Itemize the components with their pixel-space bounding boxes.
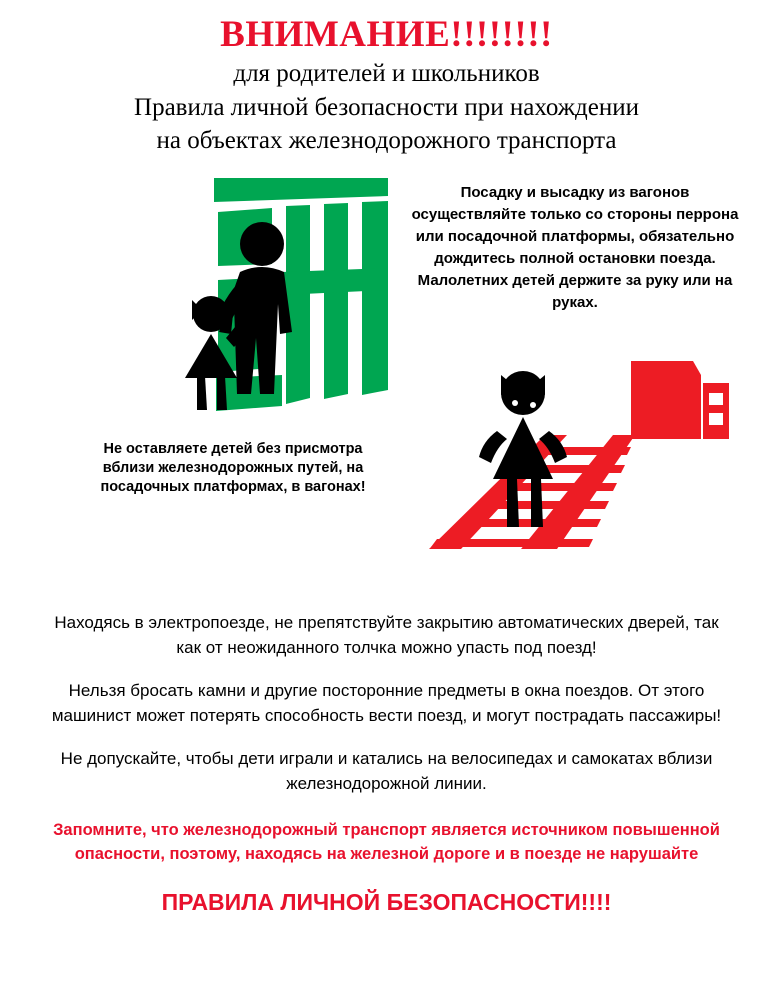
child-crying-at-railway-crossing-icon	[417, 343, 737, 558]
boarding-notice-text: Посадку и высадку из вагонов осуществляйте только со стороны перрона или посадочной платформы, обязательно дождитесь полной остановки поезда. Малолетних детей держите за руку или на руках.	[411, 184, 739, 311]
final-slogan: ПРАВИЛА ЛИЧНОЙ БЕЗОПАСНОСТИ!!!!	[161, 889, 612, 915]
paragraph-bicycles: Не допускайте, чтобы дети играли и катались на велосипедах и самокатах вблизи железнодорожной линии.	[60, 749, 713, 793]
paragraph-stones: Нельзя бросать камни и другие посторонние предметы в окна поездов. От этого машинист может потерять способность вести поезд, и могут пострадать пассажиры!	[51, 681, 722, 725]
poster-header	[18, 0, 755, 156]
train-doors-caption: Не оставляете детей без присмотра вблизи железнодорожных путей, на посадочных платформах, в вагонах!	[100, 441, 366, 495]
body-text-block	[40, 610, 733, 916]
rules-title-line-1: Правила личной безопасности при нахождении	[134, 94, 639, 121]
audience-subtitle: для родителей и школьников	[233, 60, 540, 87]
paragraph-doors: Находясь в электропоезде, не препятствуйте закрытию автоматических дверей, так как от неожиданного толчка можно упасть под поезд!	[54, 613, 719, 657]
page-title: ВНИМАНИЕ!!!!!!!!	[220, 14, 553, 55]
illustration-band	[18, 168, 755, 568]
rules-title-line-2: на объектах железнодорожного транспорта	[156, 127, 617, 154]
warning-red-text: Запомните, что железнодорожный транспорт является источником повышенной опасности, поэтому, находясь на железной дороге и в поезде не нарушайте	[53, 821, 720, 863]
adult-with-child-at-train-doors-icon	[96, 168, 396, 433]
